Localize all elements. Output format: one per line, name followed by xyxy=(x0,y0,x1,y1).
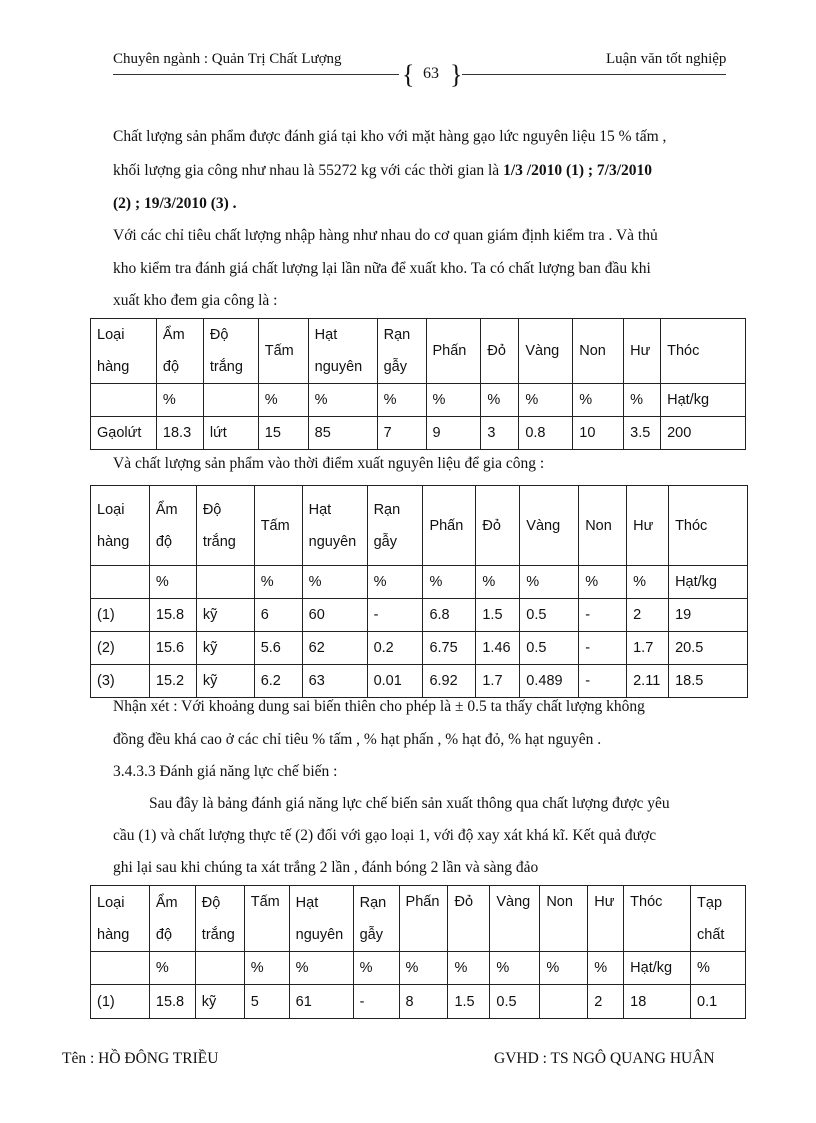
unit-cell: % xyxy=(426,384,481,417)
header-cell: Phấn xyxy=(423,486,476,566)
data-cell: 0.1 xyxy=(691,985,746,1019)
data-cell: 6 xyxy=(254,599,302,632)
unit-cell: % xyxy=(476,566,520,599)
unit-cell: % xyxy=(579,566,627,599)
header-cell: Hư xyxy=(624,319,661,384)
data-cell: 61 xyxy=(289,985,353,1019)
unit-cell: % xyxy=(481,384,519,417)
data-cell: 0.8 xyxy=(519,417,573,450)
paragraph-1-line-2 xyxy=(113,162,652,180)
paragraph-2-line-3: xuất kho đem gia công là : xyxy=(113,292,278,309)
header-cell: Tấm xyxy=(244,886,289,952)
data-cell: kỹ xyxy=(195,985,244,1019)
data-cell: 9 xyxy=(426,417,481,450)
section-heading: 3.4.3.3 Đánh giá năng lực chế biến : xyxy=(113,763,338,780)
unit-cell xyxy=(203,384,258,417)
header-cell: Loại hàng xyxy=(91,886,150,952)
data-cell: 18 xyxy=(624,985,691,1019)
data-cell: Gạolứt xyxy=(91,417,157,450)
page-number-badge xyxy=(402,60,463,90)
page-number: 63 xyxy=(423,65,439,82)
header-cell: Tấm xyxy=(254,486,302,566)
unit-cell: % xyxy=(254,566,302,599)
data-cell: 1.7 xyxy=(476,665,520,698)
unit-cell: Hạt/kg xyxy=(661,384,746,417)
data-cell: 6.92 xyxy=(423,665,476,698)
unit-cell: % xyxy=(691,952,746,985)
paragraph-1-dates-end: (2) ; 19/3/2010 (3) . xyxy=(113,195,237,212)
table-row xyxy=(91,985,746,1019)
data-cell: 6.8 xyxy=(423,599,476,632)
header-cell: Hạt nguyên xyxy=(289,886,353,952)
data-cell: 18.5 xyxy=(669,665,748,698)
header-cell: Non xyxy=(540,886,588,952)
header-cell: Vàng xyxy=(490,886,540,952)
data-cell: 15.2 xyxy=(149,665,196,698)
unit-cell: % xyxy=(149,952,195,985)
data-cell: 1.5 xyxy=(476,599,520,632)
unit-cell xyxy=(91,952,150,985)
header-cell: Phấn xyxy=(426,319,481,384)
data-cell: 8 xyxy=(399,985,448,1019)
header-cell: Ẩm độ xyxy=(156,319,203,384)
paragraph-1-dates: 1/3 /2010 (1) ; 7/3/2010 xyxy=(503,162,653,179)
table-row xyxy=(91,632,748,665)
data-cell: 0.489 xyxy=(520,665,579,698)
right-brace-icon: } xyxy=(450,60,463,89)
data-cell: 0.01 xyxy=(367,665,423,698)
header-cell: Loại hàng xyxy=(91,486,150,566)
table-header-row xyxy=(91,319,746,384)
header-cell: Đỏ xyxy=(476,486,520,566)
left-brace-icon: { xyxy=(402,60,415,89)
data-cell xyxy=(540,985,588,1019)
unit-cell: % xyxy=(520,566,579,599)
data-cell: 0.5 xyxy=(520,599,579,632)
data-cell: 60 xyxy=(302,599,367,632)
header-cell: Tạp chất xyxy=(691,886,746,952)
unit-cell: % xyxy=(399,952,448,985)
data-cell: 7 xyxy=(377,417,426,450)
header-cell: Rạn gẫy xyxy=(367,486,423,566)
data-cell: 2.11 xyxy=(627,665,669,698)
header-cell: Hư xyxy=(588,886,624,952)
unit-cell xyxy=(91,566,150,599)
data-cell: (3) xyxy=(91,665,150,698)
header-rule-left xyxy=(113,74,399,75)
unit-cell: % xyxy=(448,952,490,985)
header-cell: Ẩm độ xyxy=(149,486,196,566)
header-cell: Hư xyxy=(627,486,669,566)
data-cell: 85 xyxy=(308,417,377,450)
header-cell: Non xyxy=(579,486,627,566)
table-units-row xyxy=(91,952,746,985)
unit-cell: % xyxy=(258,384,308,417)
data-cell: 3.5 xyxy=(624,417,661,450)
data-cell: kỹ xyxy=(196,665,254,698)
header-cell: Độ trắng xyxy=(195,886,244,952)
header-cell: Độ trắng xyxy=(203,319,258,384)
data-cell: 63 xyxy=(302,665,367,698)
header-rule-right xyxy=(462,74,726,75)
paragraph-4-line-1: Nhận xét : Với khoảng dung sai biến thiên cho phép là ± 0.5 ta thấy chất lượng không xyxy=(113,698,645,715)
data-cell: kỹ xyxy=(196,599,254,632)
unit-cell: % xyxy=(302,566,367,599)
paragraph-2-line-2: kho kiểm tra đánh giá chất lượng lại lần nữa để xuất kho. Ta có chất lượng ban đầu khi xyxy=(113,260,651,277)
unit-cell: % xyxy=(573,384,624,417)
unit-cell: % xyxy=(244,952,289,985)
header-cell: Hạt nguyên xyxy=(302,486,367,566)
data-cell: 18.3 xyxy=(156,417,203,450)
table-header-row xyxy=(91,486,748,566)
data-cell: - xyxy=(353,985,399,1019)
data-cell: 6.75 xyxy=(423,632,476,665)
data-cell: 5 xyxy=(244,985,289,1019)
paragraph-3: Và chất lượng sản phẩm vào thời điểm xuất nguyên liệu để gia công : xyxy=(113,455,545,472)
paragraph-5-line-3: ghi lại sau khi chúng ta xát trắng 2 lần , đánh bóng 2 lần và sàng đảo xyxy=(113,859,539,876)
unit-cell: Hạt/kg xyxy=(669,566,748,599)
header-cell: Đỏ xyxy=(448,886,490,952)
unit-cell: % xyxy=(353,952,399,985)
data-cell: 1.46 xyxy=(476,632,520,665)
data-cell: (1) xyxy=(91,985,150,1019)
data-cell: 2 xyxy=(627,599,669,632)
header-cell: Rạn gẫy xyxy=(377,319,426,384)
unit-cell: % xyxy=(377,384,426,417)
footer-advisor: GVHD : TS NGÔ QUANG HUÂN xyxy=(494,1050,715,1067)
header-left-text: Chuyên ngành : Quản Trị Chất Lượng xyxy=(113,51,342,67)
data-cell: - xyxy=(579,665,627,698)
data-cell: 1.7 xyxy=(627,632,669,665)
data-cell: 0.5 xyxy=(520,632,579,665)
header-cell: Ẩm độ xyxy=(149,886,195,952)
footer-author: Tên : HỒ ĐÔNG TRIỀU xyxy=(62,1050,219,1067)
unit-cell: % xyxy=(588,952,624,985)
header-cell: Độ trắng xyxy=(196,486,254,566)
data-cell: 200 xyxy=(661,417,746,450)
data-cell: 19 xyxy=(669,599,748,632)
header-cell: Rạn gẫy xyxy=(353,886,399,952)
unit-cell: % xyxy=(490,952,540,985)
unit-cell: % xyxy=(540,952,588,985)
header-cell: Thóc xyxy=(624,886,691,952)
table-row xyxy=(91,665,748,698)
header-cell: Vàng xyxy=(520,486,579,566)
paragraph-2-line-1: Với các chỉ tiêu chất lượng nhập hàng như nhau do cơ quan giám định kiểm tra . Và thủ xyxy=(113,227,658,244)
unit-cell: % xyxy=(149,566,196,599)
header-cell: Vàng xyxy=(519,319,573,384)
data-cell: 15 xyxy=(258,417,308,450)
data-cell: (1) xyxy=(91,599,150,632)
header-right-text: Luận văn tốt nghiệp xyxy=(606,51,727,67)
table-row xyxy=(91,599,748,632)
unit-cell: Hạt/kg xyxy=(624,952,691,985)
unit-cell: % xyxy=(627,566,669,599)
data-cell: 2 xyxy=(588,985,624,1019)
header-cell: Đỏ xyxy=(481,319,519,384)
table-processing-capacity xyxy=(90,885,746,1019)
header-cell: Phấn xyxy=(399,886,448,952)
data-cell: 15.6 xyxy=(149,632,196,665)
unit-cell: % xyxy=(367,566,423,599)
unit-cell: % xyxy=(289,952,353,985)
header-cell: Thóc xyxy=(669,486,748,566)
header-cell: Tấm xyxy=(258,319,308,384)
paragraph-4-line-2: đồng đều khá cao ở các chỉ tiêu % tấm , % hạt phấn , % hạt đỏ, % hạt nguyên . xyxy=(113,731,602,748)
paragraph-1-line-1: Chất lượng sản phẩm được đánh giá tại kho với mặt hàng gạo lức nguyên liệu 15 % tấm , xyxy=(113,128,667,145)
header-cell: Non xyxy=(573,319,624,384)
unit-cell: % xyxy=(423,566,476,599)
data-cell: 6.2 xyxy=(254,665,302,698)
paragraph-1-line-3 xyxy=(113,195,237,213)
table-units-row xyxy=(91,566,748,599)
header-cell: Hạt nguyên xyxy=(308,319,377,384)
data-cell: 5.6 xyxy=(254,632,302,665)
header-cell: Loại hàng xyxy=(91,319,157,384)
data-cell: 1.5 xyxy=(448,985,490,1019)
data-cell: 3 xyxy=(481,417,519,450)
data-cell: 0.2 xyxy=(367,632,423,665)
unit-cell: % xyxy=(308,384,377,417)
table-export-quality xyxy=(90,485,748,698)
unit-cell: % xyxy=(624,384,661,417)
data-cell: - xyxy=(579,599,627,632)
data-cell: 15.8 xyxy=(149,599,196,632)
data-cell: 62 xyxy=(302,632,367,665)
table-units-row xyxy=(91,384,746,417)
unit-cell xyxy=(91,384,157,417)
header-cell: Thóc xyxy=(661,319,746,384)
data-cell: (2) xyxy=(91,632,150,665)
table-header-row xyxy=(91,886,746,952)
table-row xyxy=(91,417,746,450)
data-cell: 20.5 xyxy=(669,632,748,665)
unit-cell: % xyxy=(156,384,203,417)
table-initial-quality xyxy=(90,318,746,450)
data-cell: - xyxy=(367,599,423,632)
paragraph-1-line-2-text: khối lượng gia công như nhau là 55272 kg với các thời gian là xyxy=(113,162,504,179)
paragraph-5-line-1: Sau đây là bảng đánh giá năng lực chế biến sản xuất thông qua chất lượng được yêu xyxy=(149,795,670,812)
paragraph-5-line-2: cầu (1) và chất lượng thực tế (2) đối với gạo loại 1, với độ xay xát khá kĩ. Kết quả được xyxy=(113,827,657,844)
data-cell: 15.8 xyxy=(149,985,195,1019)
data-cell: kỹ xyxy=(196,632,254,665)
unit-cell xyxy=(196,566,254,599)
data-cell: 10 xyxy=(573,417,624,450)
unit-cell: % xyxy=(519,384,573,417)
data-cell: lứt xyxy=(203,417,258,450)
data-cell: - xyxy=(579,632,627,665)
data-cell: 0.5 xyxy=(490,985,540,1019)
unit-cell xyxy=(195,952,244,985)
